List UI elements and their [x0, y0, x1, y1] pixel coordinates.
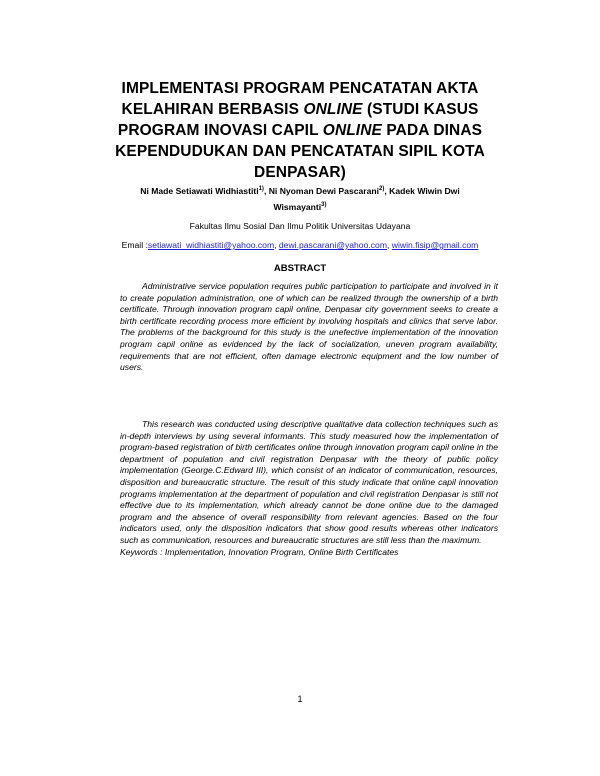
abstract-heading: ABSTRACT	[273, 263, 327, 274]
affiliation: Fakultas Ilmu Sosial Dan Ilmu Politik Universitas Udayana	[189, 221, 411, 231]
email-link-1[interactable]: setiawati_widhiastiti@yahoo.com	[147, 240, 275, 250]
author-1: Ni Made Setiawati Widhiastiti	[140, 185, 259, 196]
author-list: Ni Made Setiawati Widhiastiti$^{1)}$, Ni Nyoman Dewi Pascarani$^{2)}$, Kadek Wiwin Dwi Wismayanti$^{3)}$	[140, 185, 460, 212]
email-link-3[interactable]: wiwin.fisip@gmail.com	[391, 240, 479, 250]
author-3: , Kadek Wiwin Dwi Wismayanti	[273, 185, 460, 212]
page-number: 1	[297, 694, 303, 704]
email-link-2[interactable]: dewi.pascarani@yahoo.com	[278, 240, 387, 250]
title-line-1: IMPLEMENTASI PROGRAM PENCATATAN AKTA	[121, 80, 479, 97]
title-line-2: KELAHIRAN BERBASIS ONLINE (STUDI KASUS	[121, 101, 479, 118]
author-2: , Ni Nyoman Dewi Pascarani	[263, 185, 380, 196]
title-line-3: PROGRAM INOVASI CAPIL ONLINE PADA DINAS	[117, 122, 483, 139]
abstract-paragraph-1: Administrative service population requires public participation to participate and involved in it to create population administration, one of which can be realized through the ownership of a birth certificate. Through innovation program capil online, Denpasar city government seeks to create a birth certificate recording process more efficient by involving hospitals and clinics that serve labor. The problems of the background for this study is the unefective implementation of the innovation program capil online as evidenced by the lack of socialization, uneven program availability, requirements that are not efficient, often damage electronic equipment and the low number of users.	[120, 281, 498, 373]
title-line-4: KEPENDUDUKAN DAN PENCATATAN SIPIL KOTA	[115, 143, 485, 160]
abstract-paragraph-2: This research was conducted using descriptive qualitative data collection techniques such as in-depth interviews by using several informants. This study measured how the implementation of program-based registration of birth certificates online through innovation program capil online in the department of population and civil registration Denpasar with the theory of public policy implementation (George.C.Edward III), which consist of an indicator of communication, resources, disposition and bureaucratic structure. The result of this study indicate that online capil innovation programs implementation at the department of population and civil registration Denpasar is still not effective due to its implementation, which already cannot be done online due to the damaged program and the absence of overall responsibility from relevant agencies. Based on the four indicators used, only the disposition indicators that show good results whereas other indicators such as communication, resources and bureaucratic structures are still less than the maximum.	[120, 419, 498, 545]
paper-title	[110, 78, 490, 183]
title-line-5: DENPASAR)	[254, 164, 346, 181]
email-line: Email :setiawati_widhiastiti@yahoo.com, dewi.pascarani@yahoo.com, wiwin.fisip@gmail.com	[121, 240, 479, 250]
keywords: Keywords : Implementation, Innovation Program, Online Birth Certificates	[120, 547, 399, 557]
